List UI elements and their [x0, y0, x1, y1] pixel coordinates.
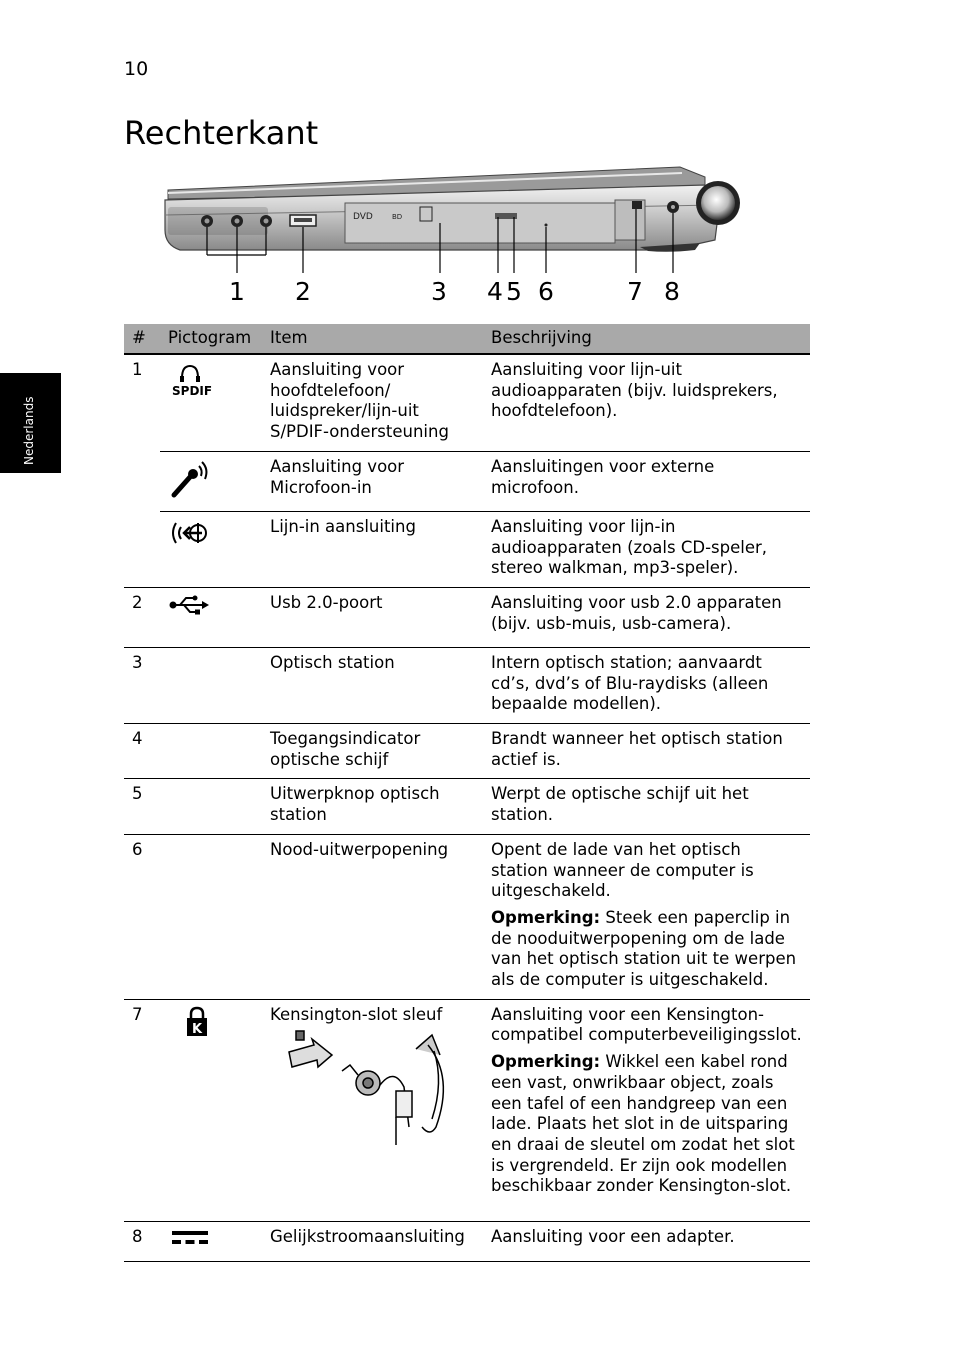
row-number: 4: [124, 724, 160, 779]
line-in-icon: [168, 517, 212, 549]
row-number: 3: [124, 647, 160, 723]
row-description: Opent de lade van het optisch station wanneer de computer is uitgeschakeld.: [491, 839, 754, 901]
svg-text:DVD: DVD: [353, 212, 373, 222]
callout-2: 2: [295, 277, 311, 306]
row-item: Aansluiting voor Microfoon-in: [262, 451, 483, 511]
callout-8: 8: [664, 277, 680, 306]
row-item: Uitwerpknop optisch station: [262, 779, 483, 834]
callout-1: 1: [229, 277, 245, 306]
row-number: 1: [132, 360, 143, 379]
note-text: Steek een paperclip in de nooduitwerpopening om de lade van het optisch station uit te werpen als de computer is uitgeschakeld.: [491, 907, 797, 990]
page-number: 10: [124, 58, 149, 80]
callout-6: 6: [538, 277, 554, 306]
table-row: [124, 724, 810, 779]
table-row: [124, 1221, 810, 1261]
row-description: Aansluiting voor een Kensington-compatibel computerbeveiligingsslot.: [491, 1004, 802, 1045]
row-number: [124, 511, 160, 587]
row-description: Aansluitingen voor externe microfoon.: [483, 451, 810, 511]
table-row: [124, 779, 810, 834]
row-item: Usb 2.0-poort: [262, 587, 483, 647]
ports-table: [124, 324, 810, 1262]
table-row: [124, 354, 810, 451]
headphones-spdif-icon: [168, 360, 212, 398]
row-item: Toegangsindicator optische schijf: [262, 724, 483, 779]
callout-7: 7: [627, 277, 643, 306]
dc-in-icon: [168, 1227, 212, 1249]
callout-4: 4: [487, 277, 503, 306]
table-row: [124, 999, 810, 1221]
row-number: 5: [124, 779, 160, 834]
row-number: 7: [124, 999, 160, 1221]
header-icon: Pictogram: [160, 324, 262, 354]
row-item: Nood-uitwerpopening: [262, 834, 483, 999]
language-tab: [0, 373, 61, 473]
row-description: Aansluiting voor een adapter.: [483, 1221, 810, 1261]
microphone-icon: [168, 457, 212, 499]
language-tab-label: Nederlands: [22, 396, 36, 465]
note-label: Opmerking:: [491, 1052, 601, 1072]
row-description: Aansluiting voor usb 2.0 apparaten (bijv. usb-muis, usb-camera).: [483, 587, 810, 647]
table-row: [124, 511, 810, 587]
row-description: Brandt wanneer het optisch station actief is.: [483, 724, 810, 779]
row-note: [491, 908, 802, 991]
row-number: 8: [124, 1221, 160, 1261]
row-item: Lijn-in aansluiting: [262, 511, 483, 587]
note-text: Wikkel een kabel rond een vast, onwrikbaar object, zoals een tafel of een handgreep van een lade. Plaats het slot in de uitsparing en draai de sleutel om zodat het slot is vergrendeld. Er zijn ook modellen beschikbaar zonder Kensington-slot.: [491, 1052, 795, 1196]
row-description: Werpt de optische schijf uit het station.: [483, 779, 810, 834]
header-number: #: [124, 324, 160, 354]
kensington-lock-icon: [168, 1005, 212, 1039]
kensington-lock-illustration: [284, 1027, 459, 1152]
row-description: Aansluiting voor lijn-uit audioapparaten (bijv. luidsprekers, hoofdtelefoon).: [491, 360, 778, 421]
callout-5: 5: [506, 277, 522, 306]
header-description: Beschrijving: [483, 324, 810, 354]
row-item: Optisch station: [262, 647, 483, 723]
lock-letter: K: [192, 1021, 203, 1037]
callout-3: 3: [431, 277, 447, 306]
row-item: Gelijkstroomaansluiting: [262, 1221, 483, 1261]
row-description: Intern optisch station; aanvaardt cd’s, dvd’s of Blu-raydisks (alleen bepaalde modellen).: [483, 647, 810, 723]
table-row: [124, 834, 810, 999]
row-number: 2: [124, 587, 160, 647]
row-number: [124, 451, 160, 511]
row-note: [491, 1052, 802, 1197]
svg-text:BD: BD: [392, 213, 403, 221]
header-item: Item: [262, 324, 483, 354]
table-row: [124, 451, 810, 511]
page-title: Rechterkant: [124, 114, 319, 152]
table-row: [124, 647, 810, 723]
note-label: Opmerking:: [491, 907, 601, 927]
row-item: Aansluiting voor hoofdtelefoon/ luidspreker/lijn-uit S/PDIF-ondersteuning: [270, 360, 449, 442]
row-description: Aansluiting voor lijn-in audioapparaten (zoals CD-speler, stereo walkman, mp3-speler).: [483, 511, 810, 587]
usb-icon: [168, 593, 212, 617]
row-item: Kensington-slot sleuf: [270, 1004, 443, 1024]
table-header-row: [124, 324, 810, 354]
table-row: [124, 587, 810, 647]
spdif-label: SPDIF: [172, 384, 212, 398]
row-number: 6: [124, 834, 160, 999]
